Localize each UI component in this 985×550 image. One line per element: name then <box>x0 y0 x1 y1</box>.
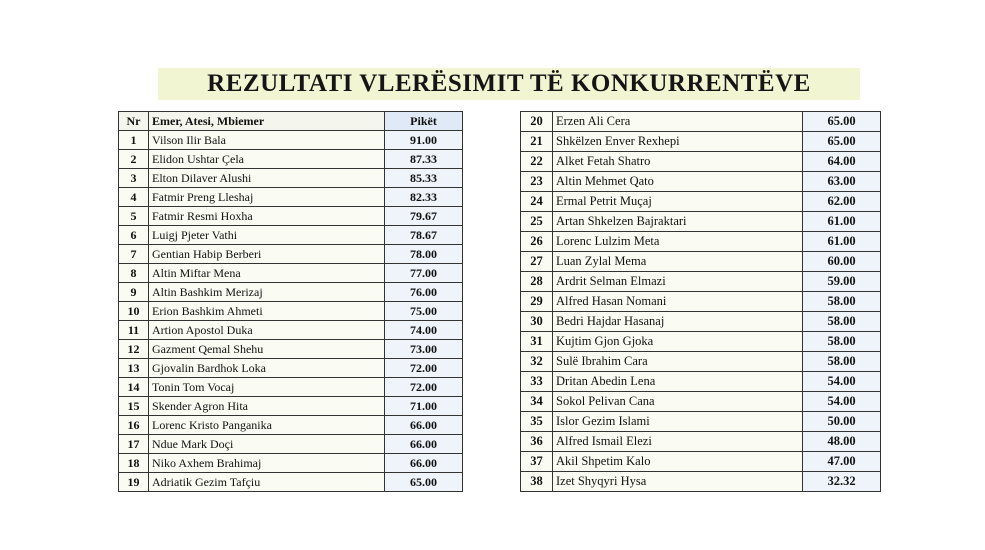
table-row <box>119 321 463 340</box>
row-points: 61.00 <box>803 212 881 232</box>
table-row <box>521 112 881 132</box>
row-name: Gazment Qemal Shehu <box>149 340 385 359</box>
row-name: Dritan Abedin Lena <box>553 372 803 392</box>
row-points: 54.00 <box>803 372 881 392</box>
row-number: 32 <box>521 352 553 372</box>
row-number: 19 <box>119 473 149 492</box>
row-points: 64.00 <box>803 152 881 172</box>
row-number: 17 <box>119 435 149 454</box>
row-number: 14 <box>119 378 149 397</box>
row-points: 48.00 <box>803 432 881 452</box>
row-name: Erzen Ali Cera <box>553 112 803 132</box>
table-row <box>119 454 463 473</box>
row-number: 27 <box>521 252 553 272</box>
row-name: Artion Apostol Duka <box>149 321 385 340</box>
row-number: 22 <box>521 152 553 172</box>
row-number: 5 <box>119 207 149 226</box>
table-row <box>119 416 463 435</box>
row-name: Artan Shkelzen Bajraktari <box>553 212 803 232</box>
row-number: 36 <box>521 432 553 452</box>
row-number: 8 <box>119 264 149 283</box>
row-points: 65.00 <box>803 132 881 152</box>
row-number: 30 <box>521 312 553 332</box>
row-name: Akil Shpetim Kalo <box>553 452 803 472</box>
row-number: 10 <box>119 302 149 321</box>
row-name: Fatmir Resmi Hoxha <box>149 207 385 226</box>
row-points: 77.00 <box>385 264 463 283</box>
table-row <box>119 131 463 150</box>
header-points: Pikët <box>385 112 463 131</box>
table-row <box>119 397 463 416</box>
row-name: Altin Mehmet Qato <box>553 172 803 192</box>
row-name: Altin Bashkim Merizaj <box>149 283 385 302</box>
row-name: Vilson Ilir Bala <box>149 131 385 150</box>
row-name: Izet Shyqyri Hysa <box>553 472 803 492</box>
row-number: 29 <box>521 292 553 312</box>
row-points: 62.00 <box>803 192 881 212</box>
table-row <box>119 359 463 378</box>
row-points: 87.33 <box>385 150 463 169</box>
row-points: 71.00 <box>385 397 463 416</box>
row-points: 59.00 <box>803 272 881 292</box>
row-points: 32.32 <box>803 472 881 492</box>
row-number: 6 <box>119 226 149 245</box>
table-row <box>521 352 881 372</box>
table-row <box>119 435 463 454</box>
row-points: 91.00 <box>385 131 463 150</box>
row-number: 13 <box>119 359 149 378</box>
row-points: 47.00 <box>803 452 881 472</box>
row-points: 61.00 <box>803 232 881 252</box>
table-row <box>521 332 881 352</box>
row-name: Luigj Pjeter Vathi <box>149 226 385 245</box>
row-points: 78.00 <box>385 245 463 264</box>
table-row <box>119 473 463 492</box>
row-points: 72.00 <box>385 378 463 397</box>
row-number: 38 <box>521 472 553 492</box>
row-points: 54.00 <box>803 392 881 412</box>
document-title: REZULTATI VLERËSIMIT TË KONKURRENTËVE <box>207 70 811 97</box>
row-points: 58.00 <box>803 352 881 372</box>
row-points: 72.00 <box>385 359 463 378</box>
row-points: 85.33 <box>385 169 463 188</box>
row-name: Sulë Ibrahim Cara <box>553 352 803 372</box>
table-row <box>521 232 881 252</box>
row-name: Niko Axhem Brahimaj <box>149 454 385 473</box>
row-number: 26 <box>521 232 553 252</box>
row-number: 9 <box>119 283 149 302</box>
row-number: 11 <box>119 321 149 340</box>
table-row <box>119 169 463 188</box>
table-row <box>521 312 881 332</box>
row-name: Erion Bashkim Ahmeti <box>149 302 385 321</box>
row-name: Ermal Petrit Muçaj <box>553 192 803 212</box>
row-name: Tonin Tom Vocaj <box>149 378 385 397</box>
table-row <box>119 150 463 169</box>
table-row <box>521 132 881 152</box>
row-name: Elton Dilaver Alushi <box>149 169 385 188</box>
table-header-row <box>119 112 463 131</box>
row-number: 21 <box>521 132 553 152</box>
results-table-right <box>520 111 881 492</box>
table-row <box>521 372 881 392</box>
row-number: 28 <box>521 272 553 292</box>
row-name: Alfred Ismail Elezi <box>553 432 803 452</box>
row-name: Skender Agron Hita <box>149 397 385 416</box>
row-points: 66.00 <box>385 435 463 454</box>
row-number: 3 <box>119 169 149 188</box>
row-points: 76.00 <box>385 283 463 302</box>
row-name: Gentian Habip Berberi <box>149 245 385 264</box>
row-points: 65.00 <box>803 112 881 132</box>
table-row <box>521 452 881 472</box>
row-name: Bedri Hajdar Hasanaj <box>553 312 803 332</box>
row-number: 20 <box>521 112 553 132</box>
row-name: Luan Zylal Mema <box>553 252 803 272</box>
row-number: 18 <box>119 454 149 473</box>
row-points: 73.00 <box>385 340 463 359</box>
row-number: 34 <box>521 392 553 412</box>
table-row <box>521 292 881 312</box>
row-number: 4 <box>119 188 149 207</box>
left-table-body <box>119 131 463 492</box>
row-name: Lorenc Kristo Panganika <box>149 416 385 435</box>
row-name: Kujtim Gjon Gjoka <box>553 332 803 352</box>
table-row <box>119 245 463 264</box>
row-points: 66.00 <box>385 454 463 473</box>
row-points: 75.00 <box>385 302 463 321</box>
row-number: 16 <box>119 416 149 435</box>
row-number: 2 <box>119 150 149 169</box>
row-number: 24 <box>521 192 553 212</box>
row-name: Sokol Pelivan Cana <box>553 392 803 412</box>
row-points: 58.00 <box>803 312 881 332</box>
table-row <box>521 252 881 272</box>
row-number: 31 <box>521 332 553 352</box>
table-row <box>521 432 881 452</box>
row-points: 74.00 <box>385 321 463 340</box>
row-points: 50.00 <box>803 412 881 432</box>
row-points: 58.00 <box>803 292 881 312</box>
row-name: Lorenc Lulzim Meta <box>553 232 803 252</box>
row-number: 35 <box>521 412 553 432</box>
row-number: 15 <box>119 397 149 416</box>
row-name: Alfred Hasan Nomani <box>553 292 803 312</box>
row-number: 25 <box>521 212 553 232</box>
row-name: Adriatik Gezim Tafçiu <box>149 473 385 492</box>
row-points: 78.67 <box>385 226 463 245</box>
row-points: 63.00 <box>803 172 881 192</box>
row-number: 37 <box>521 452 553 472</box>
table-row <box>521 392 881 412</box>
row-name: Altin Miftar Mena <box>149 264 385 283</box>
header-nr: Nr <box>119 112 149 131</box>
row-name: Alket Fetah Shatro <box>553 152 803 172</box>
row-name: Gjovalin Bardhok Loka <box>149 359 385 378</box>
row-name: Elidon Ushtar Çela <box>149 150 385 169</box>
table-row <box>521 212 881 232</box>
row-number: 1 <box>119 131 149 150</box>
title-band <box>158 68 860 100</box>
row-points: 66.00 <box>385 416 463 435</box>
row-number: 12 <box>119 340 149 359</box>
table-row <box>521 192 881 212</box>
table-row <box>119 340 463 359</box>
table-row <box>119 188 463 207</box>
row-points: 82.33 <box>385 188 463 207</box>
table-row <box>119 226 463 245</box>
header-name: Emer, Atesi, Mbiemer <box>149 112 385 131</box>
table-row <box>119 283 463 302</box>
row-name: Ndue Mark Doçi <box>149 435 385 454</box>
table-row <box>521 472 881 492</box>
table-row <box>119 302 463 321</box>
table-row <box>119 264 463 283</box>
table-row <box>119 378 463 397</box>
row-points: 58.00 <box>803 332 881 352</box>
table-row <box>521 272 881 292</box>
row-name: Shkëlzen Enver Rexhepi <box>553 132 803 152</box>
row-number: 23 <box>521 172 553 192</box>
table-row <box>521 172 881 192</box>
table-row <box>521 152 881 172</box>
row-name: Islor Gezim Islami <box>553 412 803 432</box>
right-table-body <box>521 112 881 492</box>
row-name: Ardrit Selman Elmazi <box>553 272 803 292</box>
row-number: 33 <box>521 372 553 392</box>
row-number: 7 <box>119 245 149 264</box>
row-points: 65.00 <box>385 473 463 492</box>
row-points: 79.67 <box>385 207 463 226</box>
table-row <box>521 412 881 432</box>
results-table-left <box>118 111 463 492</box>
row-name: Fatmir Preng Lleshaj <box>149 188 385 207</box>
table-row <box>119 207 463 226</box>
row-points: 60.00 <box>803 252 881 272</box>
